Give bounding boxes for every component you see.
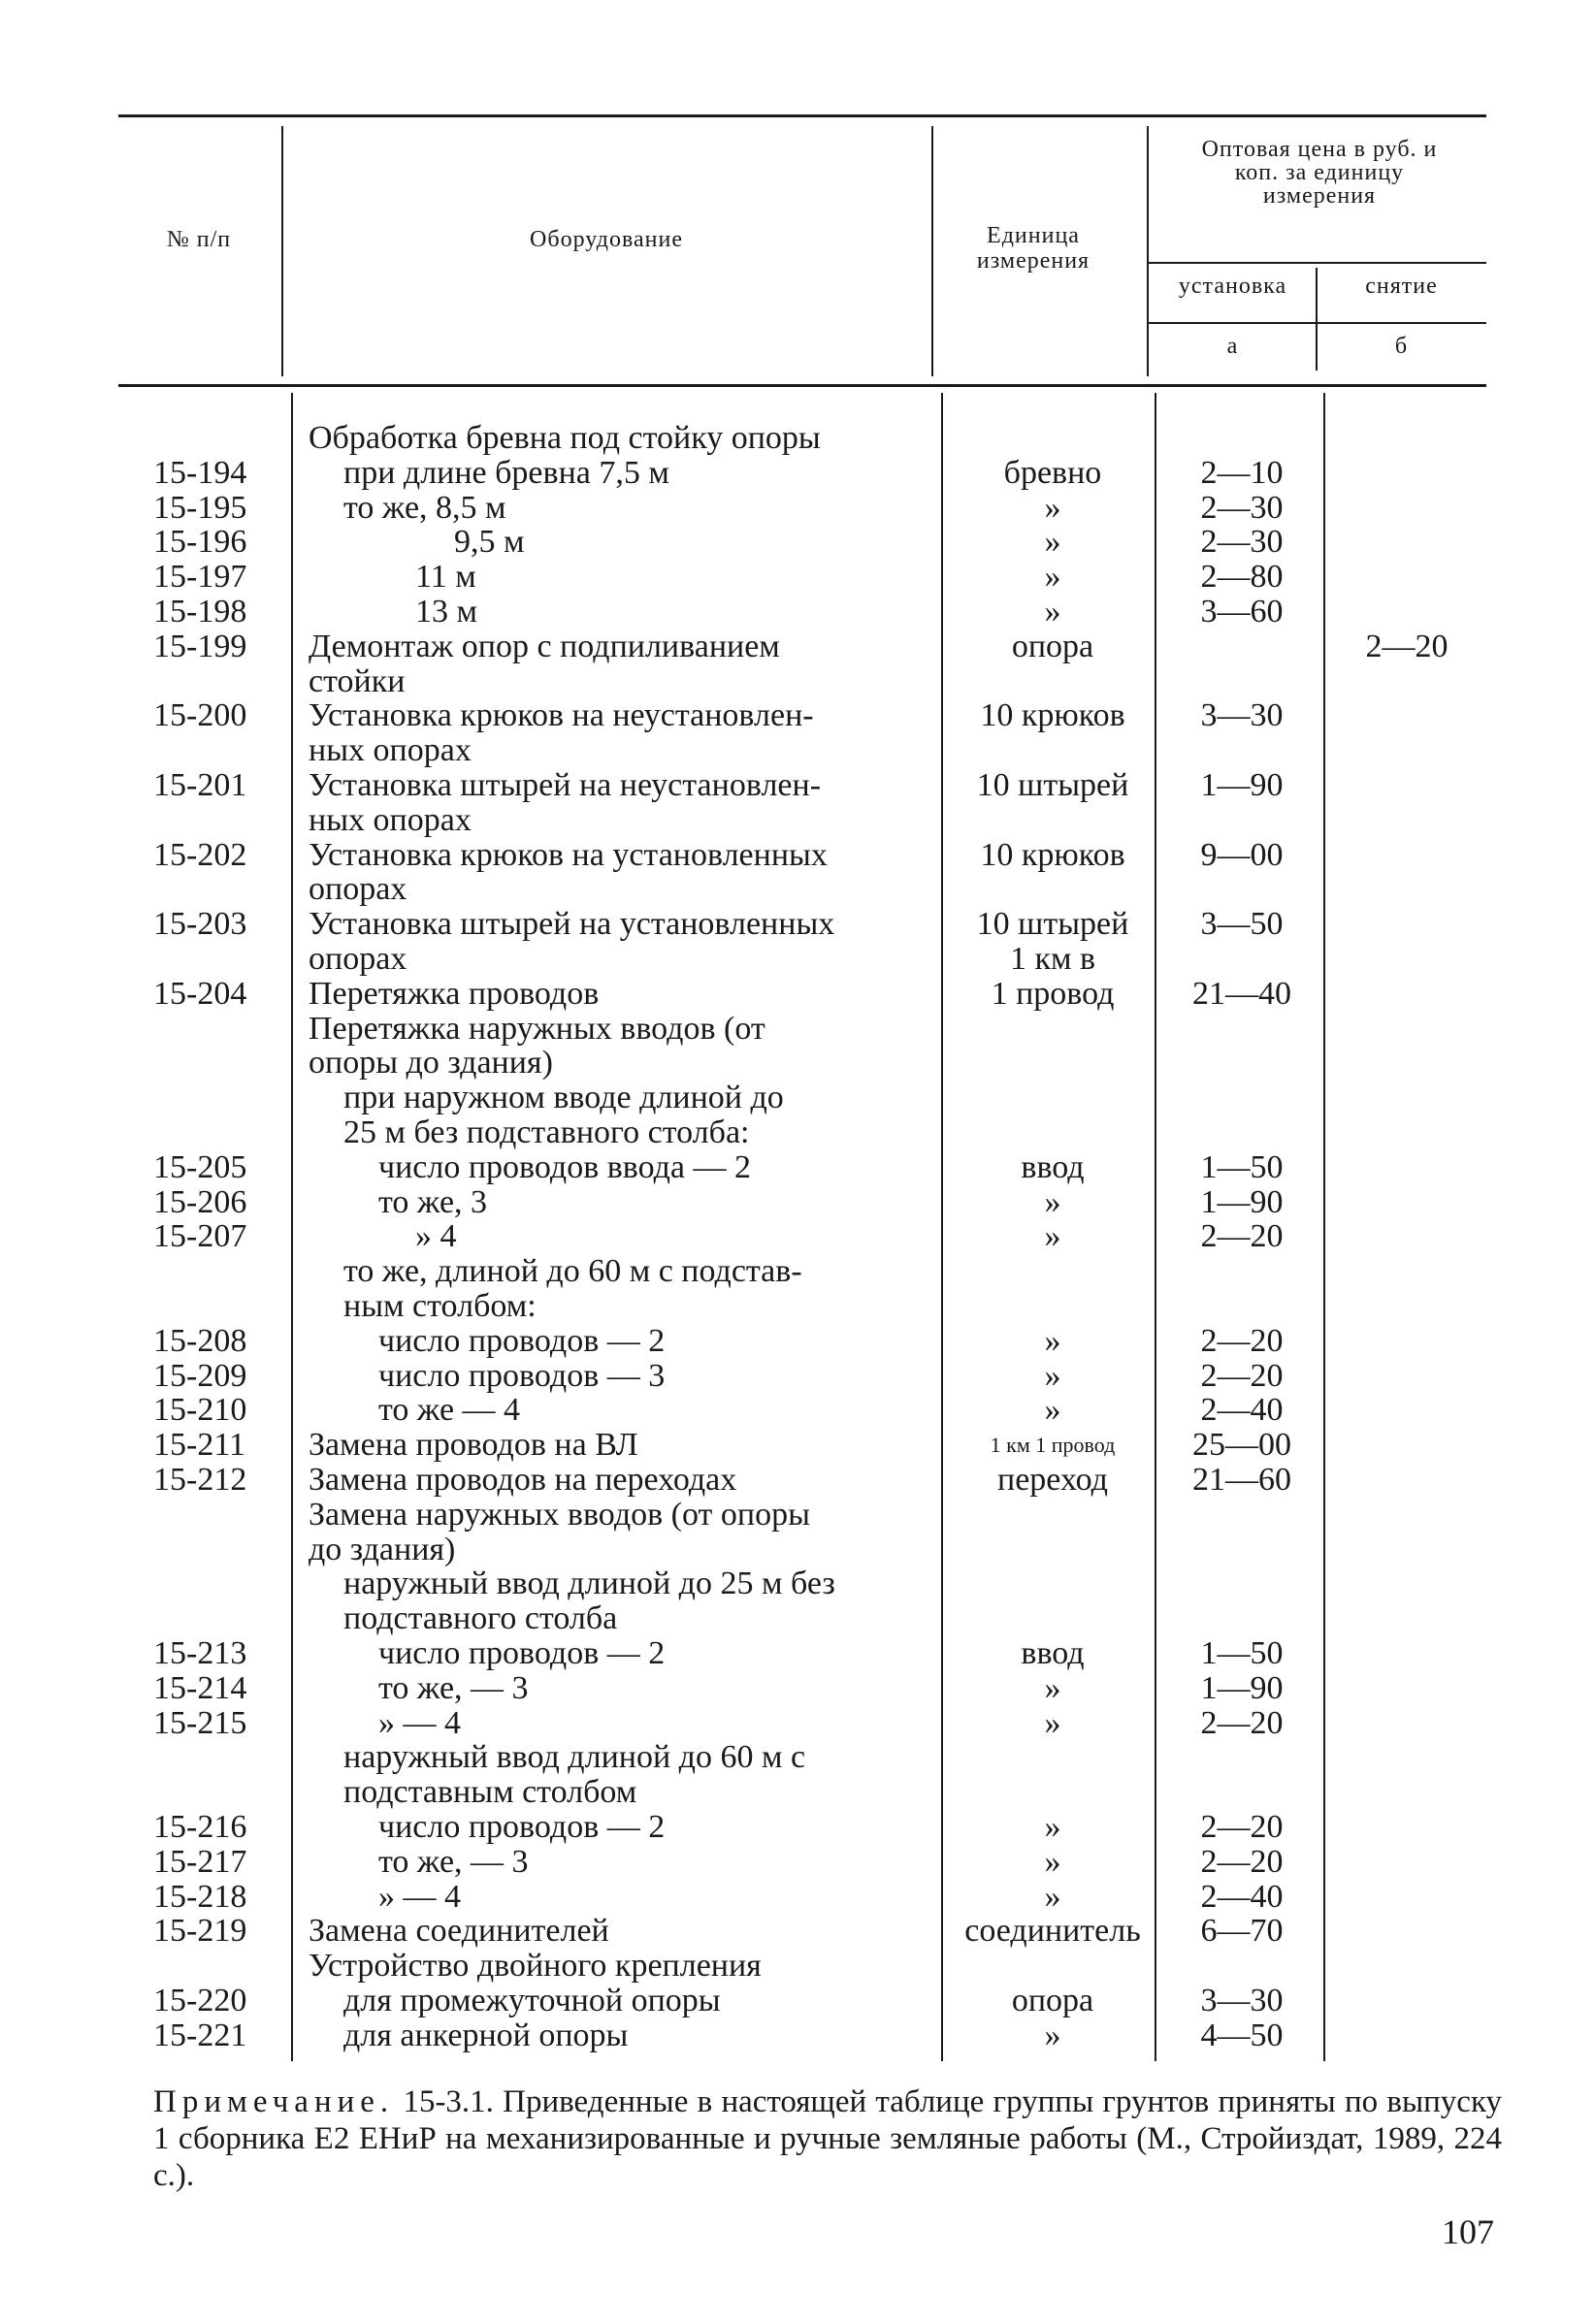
row-number: 15-203 <box>153 906 247 942</box>
row-unit: » <box>1044 594 1061 629</box>
row-unit: соединитель <box>964 1913 1141 1949</box>
row-install-price: 1—90 <box>1200 1184 1284 1220</box>
table-row <box>0 1566 1595 1601</box>
row-remove-price: 2—20 <box>1365 629 1449 664</box>
row-unit: 10 крюков <box>980 697 1125 733</box>
row-number: 15-217 <box>153 1844 247 1880</box>
row-number: 15-196 <box>153 524 247 560</box>
table-row <box>0 1810 1595 1845</box>
row-number: 15-219 <box>153 1913 247 1949</box>
note-text: 15-3.1. Приведенные в настоящей таблице группы грунтов приняты по выпуску 1 сборника Е2 ЕНиР на механизированные и ручные земляные работы (М., Стройиздат, 1989, 224 с.). <box>153 2084 1503 2193</box>
row-equipment: ным столбом: <box>343 1288 537 1324</box>
row-equipment: ных опорах <box>309 732 472 768</box>
row-unit: 10 штырей <box>976 906 1129 942</box>
row-equipment: Замена соединителей <box>309 1913 609 1949</box>
table-row <box>0 1601 1595 1636</box>
header-unit: Единица измерения <box>976 223 1090 274</box>
header-b: б <box>1394 334 1409 359</box>
page-number: 107 <box>1442 2212 1494 2251</box>
row-install-price: 21—60 <box>1192 1462 1291 1498</box>
note-label: Примечание. <box>153 2084 395 2119</box>
row-equipment: то же, — 3 <box>378 1844 529 1880</box>
row-equipment: подставным столбом <box>343 1774 637 1810</box>
table-row <box>0 1012 1595 1047</box>
row-unit: ввод <box>1021 1149 1085 1185</box>
row-unit: » <box>1044 1844 1061 1880</box>
table-row <box>0 456 1595 491</box>
table-row <box>0 1463 1595 1498</box>
header-remove: снятие <box>1365 274 1438 299</box>
row-unit: » <box>1044 2017 1061 2053</box>
row-equipment: число проводов — 2 <box>378 1635 666 1671</box>
table-row <box>0 1428 1595 1463</box>
table-row <box>0 1775 1595 1810</box>
header-divider-2 <box>931 126 933 376</box>
table-row <box>0 2018 1595 2053</box>
price-header-rule <box>1147 262 1486 264</box>
row-unit: 1 км 1 провод <box>990 1433 1116 1457</box>
row-equipment: Демонтаж опор с подпиливанием <box>309 629 780 664</box>
table-row <box>0 768 1595 803</box>
row-number: 15-214 <box>153 1670 247 1706</box>
row-equipment: » 4 <box>415 1218 457 1254</box>
row-equipment: то же, длиной до 60 м с подстав- <box>343 1253 802 1289</box>
row-install-price: 2—30 <box>1200 490 1284 526</box>
row-equipment: стойки <box>309 663 406 699</box>
row-equipment: Замена проводов на ВЛ <box>309 1427 638 1463</box>
row-number: 15-194 <box>153 455 247 491</box>
row-number: 15-206 <box>153 1184 247 1220</box>
row-number: 15-210 <box>153 1392 247 1428</box>
row-unit: » <box>1044 524 1061 560</box>
row-install-price: 25—00 <box>1192 1427 1291 1463</box>
row-number: 15-215 <box>153 1705 247 1741</box>
table-row <box>0 1115 1595 1150</box>
row-equipment: » — 4 <box>378 1879 461 1915</box>
row-install-price: 2—20 <box>1200 1844 1284 1880</box>
table-row <box>0 803 1595 838</box>
table-row <box>0 560 1595 595</box>
row-install-price: 1—90 <box>1200 1670 1284 1706</box>
row-install-price: 3—30 <box>1200 697 1284 733</box>
row-number: 15-204 <box>153 976 247 1012</box>
row-equipment: 13 м <box>415 594 478 629</box>
row-unit: бревно <box>1003 455 1102 491</box>
row-number: 15-202 <box>153 837 247 873</box>
table-row <box>0 1185 1595 1220</box>
row-equipment: для анкерной опоры <box>343 2017 629 2053</box>
table-row <box>0 664 1595 699</box>
row-install-price: 9—00 <box>1200 837 1284 873</box>
table-row <box>0 907 1595 942</box>
table-row <box>0 1289 1595 1324</box>
table-row <box>0 1636 1595 1671</box>
row-install-price: 1—90 <box>1200 767 1284 803</box>
row-number: 15-216 <box>153 1809 247 1845</box>
row-install-price: 2—10 <box>1200 455 1284 491</box>
row-equipment: при наружном вводе длиной до <box>343 1080 784 1115</box>
row-number: 15-201 <box>153 767 247 803</box>
row-unit: » <box>1044 1323 1061 1359</box>
row-equipment: опорах <box>309 941 407 977</box>
table-row <box>0 421 1595 456</box>
row-number: 15-218 <box>153 1879 247 1915</box>
header-price: Оптовая цена в руб. и коп. за единицу измерения <box>1201 137 1438 209</box>
table-row <box>0 1533 1595 1567</box>
table-row <box>0 1706 1595 1741</box>
row-equipment: Замена наружных вводов (от опоры <box>309 1497 810 1533</box>
header-equipment: Оборудование <box>530 227 683 252</box>
row-number: 15-212 <box>153 1462 247 1498</box>
header-install: установка <box>1178 274 1287 299</box>
table-row <box>0 1046 1595 1081</box>
row-unit: опора <box>1011 1983 1094 2018</box>
row-install-price: 2—30 <box>1200 524 1284 560</box>
table-row <box>0 1324 1595 1359</box>
row-number: 15-197 <box>153 559 247 595</box>
table-row <box>0 1671 1595 1706</box>
row-equipment: 11 м <box>415 559 476 595</box>
table-note <box>153 2083 1502 2194</box>
row-equipment: Обработка бревна под стойку опоры <box>309 420 821 456</box>
table-row <box>0 942 1595 977</box>
row-equipment: » — 4 <box>378 1705 461 1741</box>
row-install-price: 2—40 <box>1200 1879 1284 1915</box>
row-number: 15-220 <box>153 1983 247 2018</box>
table-row <box>0 629 1595 664</box>
header-a: а <box>1226 334 1239 359</box>
header-divider-4 <box>1316 268 1318 371</box>
row-equipment: подставного столба <box>343 1600 618 1636</box>
row-equipment: опорах <box>309 871 407 907</box>
table-row <box>0 1914 1595 1949</box>
header-num: № п/п <box>166 227 232 252</box>
table-row <box>0 1393 1595 1428</box>
row-unit: переход <box>997 1462 1108 1498</box>
row-install-price: 6—70 <box>1200 1913 1284 1949</box>
row-install-price: 2—40 <box>1200 1392 1284 1428</box>
row-equipment: то же, 8,5 м <box>343 490 506 526</box>
row-install-price: 21—40 <box>1192 976 1291 1012</box>
row-equipment: Перетяжка наружных вводов (от <box>309 1011 765 1047</box>
row-install-price: 3—60 <box>1200 594 1284 629</box>
table-row <box>0 525 1595 560</box>
table-row <box>0 872 1595 907</box>
row-unit: 10 крюков <box>980 837 1125 873</box>
row-number: 15-221 <box>153 2017 247 2053</box>
row-install-price: 1—50 <box>1200 1635 1284 1671</box>
table-row <box>0 977 1595 1012</box>
table-row <box>0 491 1595 526</box>
row-equipment: то же, — 3 <box>378 1670 529 1706</box>
table-row <box>0 1984 1595 2018</box>
row-equipment: при длине бревна 7,5 м <box>343 455 669 491</box>
row-equipment: для промежуточной опоры <box>343 1983 721 2018</box>
row-unit: » <box>1044 1184 1061 1220</box>
row-unit: » <box>1044 1879 1061 1915</box>
row-number: 15-199 <box>153 629 247 664</box>
table-top-rule <box>118 114 1486 117</box>
row-unit: опора <box>1011 629 1094 664</box>
table-row <box>0 1254 1595 1289</box>
row-unit: » <box>1044 1218 1061 1254</box>
row-equipment: то же — 4 <box>378 1392 521 1428</box>
table-row <box>0 1880 1595 1915</box>
table-row <box>0 838 1595 873</box>
row-equipment: Установка штырей на установленных <box>309 906 835 942</box>
table-row <box>0 1845 1595 1880</box>
row-unit: » <box>1044 1670 1061 1706</box>
row-install-price: 1—50 <box>1200 1149 1284 1185</box>
table-row <box>0 698 1595 733</box>
row-number: 15-211 <box>153 1427 246 1463</box>
row-number: 15-205 <box>153 1149 247 1185</box>
row-equipment: наружный ввод длиной до 25 м без <box>343 1565 835 1601</box>
row-equipment: Установка крюков на неустановлен- <box>309 697 814 733</box>
row-equipment: то же, 3 <box>378 1184 488 1220</box>
row-unit: » <box>1044 1809 1061 1845</box>
row-equipment: ных опорах <box>309 802 472 838</box>
row-install-price: 3—50 <box>1200 906 1284 942</box>
row-equipment: Установка крюков на установленных <box>309 837 828 873</box>
row-equipment: число проводов ввода — 2 <box>378 1149 752 1185</box>
table-row <box>0 1219 1595 1254</box>
row-unit: » <box>1044 490 1061 526</box>
row-equipment: число проводов — 2 <box>378 1323 666 1359</box>
row-unit: 10 штырей <box>976 767 1129 803</box>
table-row <box>0 1498 1595 1533</box>
row-equipment: Перетяжка проводов <box>309 976 600 1012</box>
row-install-price: 2—20 <box>1200 1218 1284 1254</box>
row-equipment: число проводов — 3 <box>378 1358 666 1394</box>
table-row <box>0 1150 1595 1185</box>
row-unit: » <box>1044 1358 1061 1394</box>
row-number: 15-209 <box>153 1358 247 1394</box>
row-equipment: число проводов — 2 <box>378 1809 666 1845</box>
row-equipment: опоры до здания) <box>309 1045 553 1081</box>
row-equipment: наружный ввод длиной до 60 м с <box>343 1739 806 1775</box>
table-row <box>0 1081 1595 1115</box>
table-row <box>0 1359 1595 1394</box>
row-unit: 1 провод <box>991 976 1115 1012</box>
row-number: 15-213 <box>153 1635 247 1671</box>
table-row <box>0 733 1595 768</box>
header-divider-3 <box>1147 126 1149 376</box>
row-install-price: 4—50 <box>1200 2017 1284 2053</box>
row-number: 15-200 <box>153 697 247 733</box>
row-install-price: 2—20 <box>1200 1323 1284 1359</box>
row-number: 15-208 <box>153 1323 247 1359</box>
header-bottom-rule <box>118 384 1486 387</box>
row-equipment: 25 м без подставного столба: <box>343 1114 750 1150</box>
row-unit: » <box>1044 559 1061 595</box>
table-row <box>0 595 1595 629</box>
row-equipment: Замена проводов на переходах <box>309 1462 737 1498</box>
row-install-price: 2—80 <box>1200 559 1284 595</box>
row-unit: » <box>1044 1392 1061 1428</box>
row-number: 15-198 <box>153 594 247 629</box>
row-number: 15-195 <box>153 490 247 526</box>
table-row <box>0 1740 1595 1775</box>
row-equipment: 9,5 м <box>454 524 525 560</box>
row-install-price: 2—20 <box>1200 1705 1284 1741</box>
row-number: 15-207 <box>153 1218 247 1254</box>
row-unit: ввод <box>1021 1635 1085 1671</box>
row-install-price: 3—30 <box>1200 1983 1284 2018</box>
row-equipment: Установка штырей на неустановлен- <box>309 767 822 803</box>
table-row <box>0 1949 1595 1984</box>
row-equipment: Устройство двойного крепления <box>309 1948 762 1984</box>
row-unit: » <box>1044 1705 1061 1741</box>
row-equipment: до здания) <box>309 1532 456 1567</box>
row-install-price: 2—20 <box>1200 1358 1284 1394</box>
row-install-price: 2—20 <box>1200 1809 1284 1845</box>
header-divider-1 <box>281 126 283 376</box>
row-unit: 1 км в <box>1009 941 1096 977</box>
